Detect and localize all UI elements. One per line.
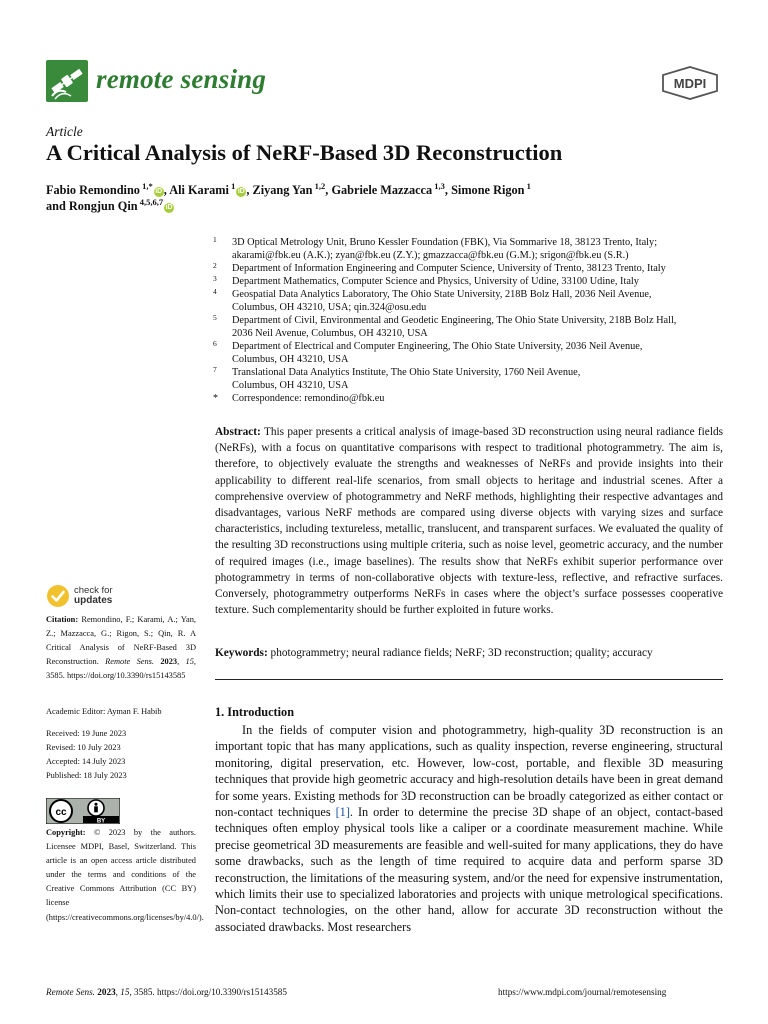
footer-journal-url[interactable]: https://www.mdpi.com/journal/remotesensing <box>498 987 667 997</box>
author-name: Simone Rigon <box>451 183 525 198</box>
copyright-label: Copyright: <box>46 828 86 837</box>
affiliation-number: 4 <box>213 287 217 296</box>
author-separator: , <box>325 183 332 198</box>
affiliation-line: Columbus, OH 43210, USA <box>232 354 349 365</box>
author-separator: , <box>444 183 452 198</box>
orcid-icon[interactable]: iD <box>165 204 173 212</box>
affiliation-item <box>213 392 723 405</box>
author-line-2 <box>46 197 174 214</box>
introduction-body <box>215 722 723 935</box>
mdpi-logo-icon <box>660 66 720 100</box>
citation-volume: 15 <box>185 657 194 667</box>
keywords-text: photogrammetry; neural radiance fields; NeRF; 3D reconstruction; quality; accuracy <box>270 647 653 659</box>
citation-year: 2023 <box>160 657 178 667</box>
published-date: Published: 18 July 2023 <box>46 771 127 781</box>
revised-date: Revised: 10 July 2023 <box>46 743 121 753</box>
check-for-updates-icon <box>46 584 70 608</box>
affiliation-number: 7 <box>213 365 217 374</box>
affiliation-line: Department of Electrical and Computer Engineering, The Ohio State University, 2036 Neil Avenue, <box>232 341 643 352</box>
keywords-label: Keywords: <box>215 647 268 659</box>
affiliation-item <box>213 366 723 392</box>
author-separator: , <box>163 183 170 198</box>
affiliation-number: 2 <box>213 261 217 270</box>
academic-editor: Academic Editor: Ayman F. Habib <box>46 707 162 716</box>
affiliation-line: Columbus, OH 43210, USA; qin.324@osu.edu <box>232 302 427 313</box>
affiliation-number: 3 <box>213 274 217 283</box>
affiliation-line: 2036 Neil Avenue, Columbus, OH 43210, USA <box>232 328 428 339</box>
author-affiliation-marker: 1,2 <box>312 181 326 191</box>
intro-text-part1: In the fields of computer vision and photogrammetry, high-quality 3D reconstruction is an important topic that has many applications, such as quality inspection, reverse engineering, structural monitoring, digital preservation, etc. However, low-cost, portable, and flexible 3D measuring techniques that provide high geometric accuracy and high-resolution details have been in great demand for some years. Existing methods for 3D reconstruction can be broadly categorized as either contact or non-contact techniques <box>215 723 723 820</box>
affiliation-line: Department of Information Engineering and Computer Science, University of Trento, 38123 Trento, Italy <box>232 263 666 274</box>
abstract-label: Abstract: <box>215 426 261 438</box>
author-separator: , <box>246 183 253 198</box>
author-name: Gabriele Mazzacca <box>331 183 433 198</box>
affiliation-number: 6 <box>213 339 217 348</box>
reference-link-1[interactable]: [1] <box>335 805 350 820</box>
publication-dates <box>46 727 196 783</box>
mdpi-logo-text: MDPI <box>673 76 707 91</box>
author-line-1 <box>46 181 531 198</box>
footer-year: 2023 <box>97 987 116 997</box>
affiliation-item <box>213 288 723 314</box>
copyright-block <box>46 826 204 925</box>
affiliation-line: Correspondence: remondino@fbk.eu <box>232 393 385 404</box>
affiliation-item <box>213 275 723 288</box>
affiliation-line: Columbus, OH 43210, USA <box>232 380 349 391</box>
citation-text: Remondino, F.; Karami, A.; Yan, Z.; Mazzacca, G.; Rigon, S.; Qin, R. A Critical Analysis of NeRF-Based 3D Reconstruction. <box>46 615 196 667</box>
author-affiliation-marker: 1 <box>524 181 531 191</box>
citation-block: Citation: Remondino, F.; Karami, A.; Yan, Z.; Mazzacca, G.; Rigon, S.; Qin, R. A Critical Analysis of NeRF-Based 3D Reconstruction. Remote Sens. 2023, 15, 3585. https://doi.org/10.3390/rs15143585 <box>46 615 196 681</box>
introduction-heading: 1. Introduction <box>215 705 295 719</box>
journal-name: remote sensing <box>96 64 267 94</box>
citation-label: Citation: <box>46 615 79 624</box>
author-name: Ali Karami <box>169 183 229 198</box>
author-affiliation-marker: 1,* <box>139 181 153 191</box>
footer-volume: 15 <box>120 987 130 997</box>
affiliation-item <box>213 262 723 275</box>
footer-journal: Remote Sens. <box>46 987 95 997</box>
check-for-updates-line1: check for <box>74 585 113 596</box>
abstract-text: This paper presents a critical analysis of image-based 3D reconstruction using neural radiance fields (NeRFs), with a focus on quantitative comparisons with respect to traditional photogrammetry. The aim is, therefore, to objectively evaluate the strengths and weaknesses of NeRFs and provide insights into their applicability to different real-life scenarios, from small objects to heritage and industrial scenes. After a comprehensive overview of photogrammetry and NeRF methods, highlighting their respective advantages and disadvantages, various NeRF methods are compared using diverse objects with varying sizes and surface characteristics, including textureless, metallic, translucent, and transparent surfaces. We evaluated the quality of the resulting 3D reconstructions using multiple criteria, such as noise level, geometric accuracy, and the number of required images (i.e., image baselines). The results show that NeRFs exhibit superior performance over photogrammetry in terms of non-collaborative objects with texture-less, reflective, and refractive surfaces. Conversely, photogrammetry outperforms NeRFs in cases where the object’s surface possesses cooperative texture. Such complementarity should be further exploited in future works. <box>215 426 724 617</box>
cc-text: cc <box>55 807 67 818</box>
author-affiliation-marker: 4,5,6,7 <box>137 197 164 207</box>
abstract <box>215 424 723 618</box>
affiliation-item <box>213 236 723 262</box>
keywords <box>215 645 723 661</box>
author-affiliation-marker: 1 <box>228 181 236 191</box>
orcid-icon[interactable]: iD <box>155 188 163 196</box>
footer-citation: Remote Sens. 2023, 15, 3585. https://doi.org/10.3390/rs15143585 <box>46 987 287 997</box>
affiliation-number: 1 <box>213 235 217 244</box>
check-for-updates-line2: updates <box>74 595 113 606</box>
affiliation-line: Department Mathematics, Computer Science and Physics, University of Udine, 33100 Udine, Italy <box>232 276 639 287</box>
affiliation-line: 3D Optical Metrology Unit, Bruno Kessler Foundation (FBK), Via Sommarive 18, 38123 Trento, Italy; <box>232 237 658 248</box>
affiliation-line: akarami@fbk.eu (A.K.); zyan@fbk.eu (Z.Y.); gmazzacca@fbk.eu (G.M.); srigon@fbk.eu (S.R.) <box>232 250 629 261</box>
by-text: BY <box>96 818 106 824</box>
affiliation-item <box>213 340 723 366</box>
affiliation-number: 5 <box>213 313 217 322</box>
received-date: Received: 19 June 2023 <box>46 729 127 738</box>
accepted-date: Accepted: 14 July 2023 <box>46 757 126 767</box>
section-divider <box>215 679 723 680</box>
affiliation-line: Department of Civil, Environmental and Geodetic Engineering, The Ohio State University, 218B Bolz Hall, <box>232 315 677 326</box>
cc-by-license-icon[interactable] <box>46 798 120 824</box>
check-for-updates-button[interactable] <box>46 584 176 610</box>
journal-satellite-logo-icon <box>46 60 88 102</box>
affiliation-number: * <box>213 393 218 404</box>
affiliation-line: Geospatial Data Analytics Laboratory, The Ohio State University, 218B Bolz Hall, 2036 Neil Avenue, <box>232 289 652 300</box>
affiliation-line: Translational Data Analytics Institute, The Ohio State University, 1760 Neil Avenue, <box>232 367 581 378</box>
citation-doi[interactable]: , 3585. https://doi.org/10.3390/rs15143585 <box>46 657 196 681</box>
article-title: A Critical Analysis of NeRF-Based 3D Reconstruction <box>46 140 563 165</box>
author-name: and Rongjun Qin <box>46 199 138 214</box>
author-name: Fabio Remondino <box>46 183 140 198</box>
orcid-icon[interactable]: iD <box>237 188 245 196</box>
author-affiliation-marker: 1,3 <box>432 181 445 191</box>
article-type: Article <box>46 124 83 139</box>
citation-journal: Remote Sens. <box>105 657 155 667</box>
copyright-text: © 2023 by the authors. Licensee MDPI, Basel, Switzerland. This article is an open access article distributed under the terms and conditions of the Creative Commons Attribution (CC BY) license (https://creativecommons.org/licenses/by/4.0/). <box>46 828 204 922</box>
introduction-paragraph <box>215 722 723 935</box>
footer-doi-link[interactable]: , 3585. https://doi.org/10.3390/rs15143585 <box>129 987 287 997</box>
affiliations-list <box>213 236 723 405</box>
author-name: Ziyang Yan <box>252 183 313 198</box>
affiliation-item <box>213 314 723 340</box>
intro-text-part2: . In order to determine the precise 3D shape of an object, contact-based techniques often employ physical tools like a caliper or a coordinate measurement machine. While precise geometrical 3D measurements are feasible and well-suited for many applications, they do have some drawbacks, such as the length of time required to acquire data and perform sparse 3D reconstruction, the limitations of the measuring system, and/or the need for expensive instrumentation, which limits their use to specialized laboratories and projects with unique metrological specifications. Non-contact technologies, on the other hand, allow for accurate 3D reconstruction without the associated drawbacks. Most researchers <box>215 805 723 934</box>
